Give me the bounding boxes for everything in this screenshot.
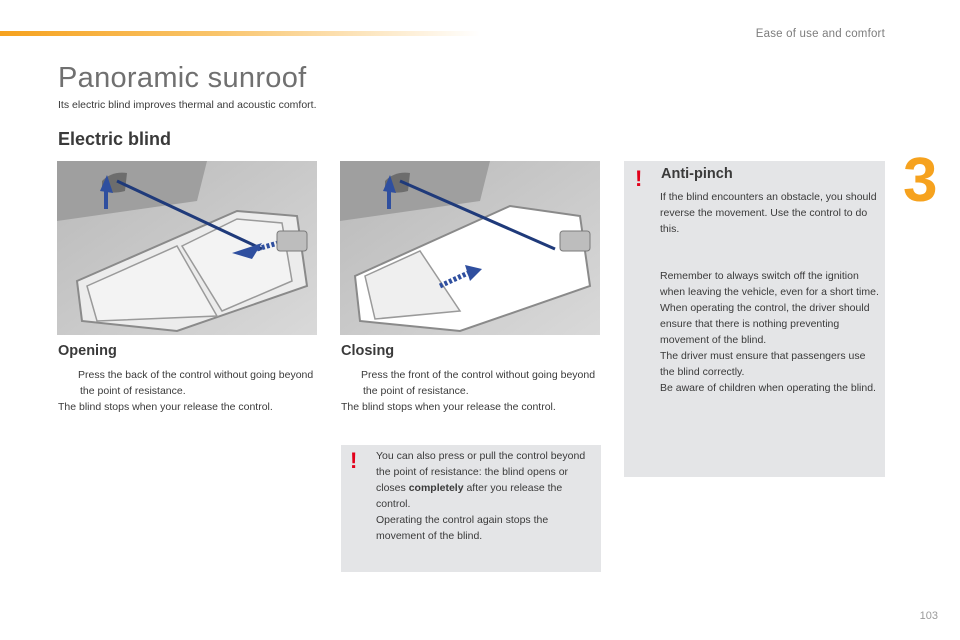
header-accent-bar [0, 31, 480, 36]
anti-pinch-text: If the blind encounters an obstacle, you should reverse the movement. Use the control to do this. [660, 191, 877, 235]
note-text: You can also press or pull the control beyond the point of resistance: the blind opens or closes completely after you release the control. Operating the control again stops the movement of the blind. [376, 450, 586, 542]
section-title: Ease of use and comfort [755, 28, 885, 40]
intro-text: Its electric blind improves thermal and acoustic comfort. [58, 99, 317, 111]
anti-pinch-title: Anti-pinch [661, 166, 733, 182]
note-emphasis: completely [408, 482, 464, 494]
safety-note: The driver must ensure that passengers use the blind correctly. [660, 350, 866, 378]
warning-icon: ! [635, 166, 643, 191]
page-title: Panoramic sunroof [58, 62, 307, 94]
opening-heading: Opening [58, 343, 117, 359]
safety-notes [660, 268, 882, 396]
opening-result: The blind stops when your release the control. [58, 401, 273, 413]
subsection-heading: Electric blind [58, 129, 172, 149]
closing-result: The blind stops when your release the control. [341, 401, 556, 413]
closing-illustration [340, 161, 600, 335]
opening-instructions [58, 367, 320, 415]
safety-note: Be aware of children when operating the blind. [660, 382, 876, 394]
closing-instructions [341, 367, 603, 415]
closing-heading: Closing [341, 343, 395, 359]
chapter-number: 3 [903, 146, 938, 215]
warning-icon: ! [350, 448, 358, 473]
safety-note: When operating the control, the driver should ensure that there is nothing preventing movement of the blind. [660, 302, 870, 346]
closing-step: Press the front of the control without going beyond the point of resistance. [361, 369, 596, 397]
page-number: 103 [919, 610, 938, 622]
opening-illustration [57, 161, 317, 335]
safety-note: Remember to always switch off the ignition when leaving the vehicle, even for a short time. [660, 270, 879, 298]
opening-step: Press the back of the control without going beyond the point of resistance. [78, 369, 314, 397]
